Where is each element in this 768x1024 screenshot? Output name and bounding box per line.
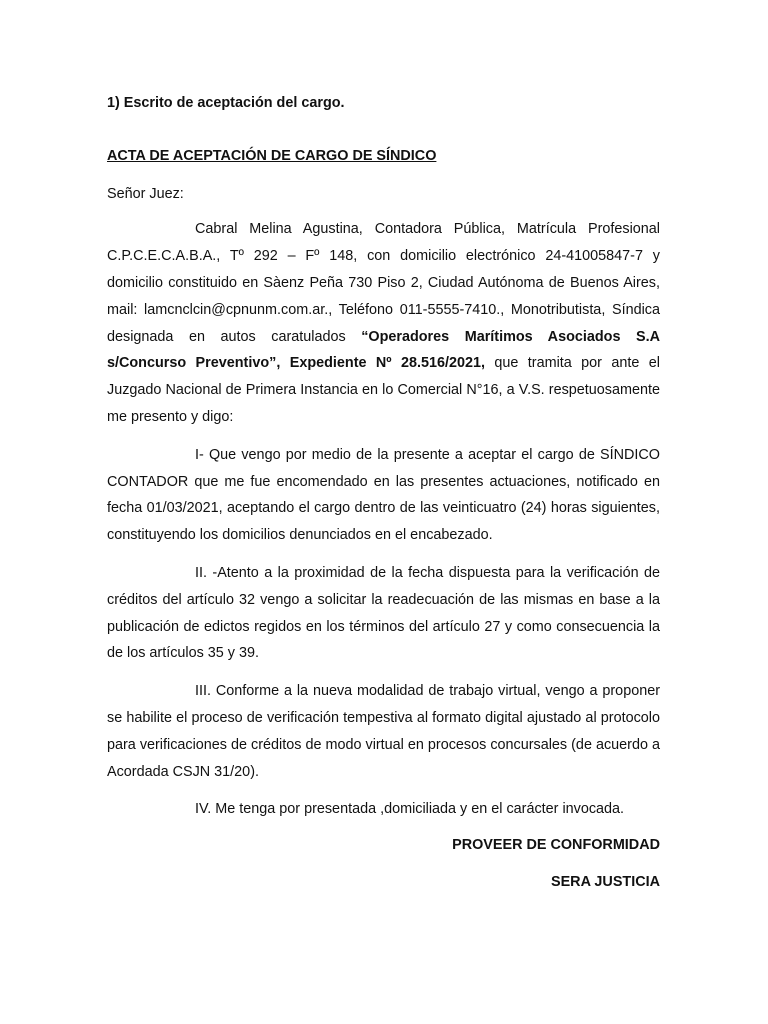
paragraph-2: II. -Atento a la proximidad de la fecha dispuesta para la verificación de créditos del artículo 32 vengo a solicitar la readecuación de las mismas en base a la publicación de edictos regidos en los términos del artículo 27 y como consecuencia la de los artículos 35 y 39. [107, 564, 660, 662]
paragraph-3: III. Conforme a la nueva modalidad de trabajo virtual, vengo a proponer se habilite el proceso de verificación tempestiva al formato digital ajustado al protocolo para verificaciones de créditos de modo virtual en procesos concursales (de acuerdo a Acordada CSJN 31/20). [107, 683, 660, 780]
section-heading: 1) Escrito de aceptación del cargo. [107, 95, 345, 111]
paragraph-4: IV. Me tenga por presentada ,domiciliada y en el carácter invocada. [195, 801, 625, 818]
intro-text-part2: que tramita por ante el Juzgado Nacional de Primera Instancia en lo Comercial N°16, a V.S. respetuosamente me presento y digo: [107, 355, 660, 425]
paragraph-1: I- Que vengo por medio de la presente a aceptar el cargo de SÍNDICO CONTADOR que me fue encomendado en las presentes actuaciones, notificado en fecha 01/03/2021, aceptando el cargo dentro de las veinticuatro (24) horas siguientes, constituyendo los domicilios denunciados en el encabezado. [107, 446, 660, 544]
case-name: “Operadores Marítimos Asociados S.A s/Concurso Preventivo”, Expediente Nº 28.516/2021, [107, 328, 660, 372]
closing-line-1: PROVEER DE CONFORMIDAD [452, 837, 660, 854]
intro-paragraph [107, 216, 660, 430]
document-page [107, 90, 660, 896]
closing-line-2: SERA JUSTICIA [550, 873, 660, 890]
document-title: ACTA DE ACEPTACIÓN DE CARGO DE SÍNDICO [107, 147, 437, 164]
intro-text-part1: Cabral Melina Agustina, Contadora Pública, Matrícula Profesional C.P.C.E.C.A.B.A., Tº 292 – Fº 148, con domicilio electrónico 24-41005847-7 y domicilio constituido en Sàenz Peña 730 Piso 2, Ciudad Autónoma de Buenos Aires, mail: lamcnclcin@cpnunm.com.ar., Teléfono 011-5555-7410., Monotributista, Síndica designada en autos caratulados [107, 221, 660, 345]
salutation: Señor Juez: [107, 185, 184, 202]
